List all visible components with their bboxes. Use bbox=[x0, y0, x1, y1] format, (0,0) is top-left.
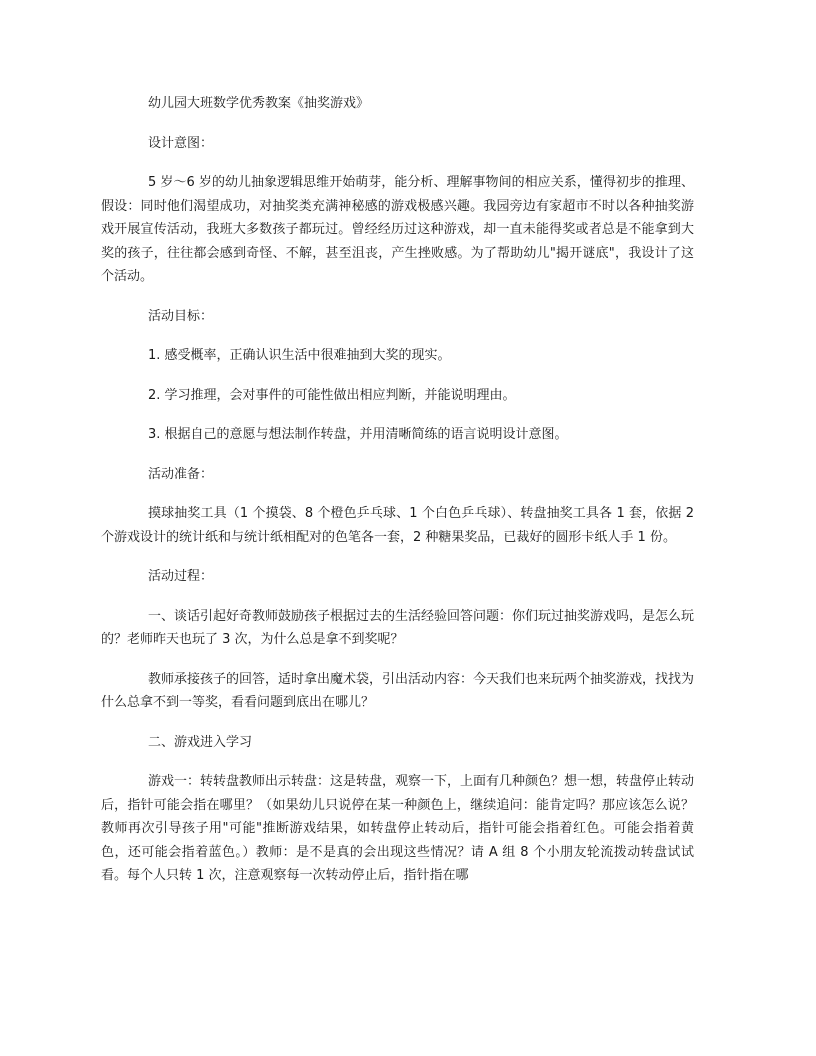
objective-item-3: 3. 根据自己的意愿与想法制作转盘，并用清晰简练的语言说明设计意图。 bbox=[148, 427, 568, 442]
objective-item-1: 1. 感受概率，正确认识生活中很难抽到大奖的现实。 bbox=[148, 348, 451, 363]
paragraph-preparation: 摸球抽奖工具（1 个摸袋、8 个橙色乒乓球、1 个白色乒乓球）、转盘抽奖工具各 1 套，依据 2 个游戏设计的统计纸和与统计纸相配对的色笔各一套，2 种糖果奖品，已裁好的圆形卡纸人手 1 份。 bbox=[101, 506, 694, 545]
section-heading-game-learning: 二、游戏进入学习 bbox=[148, 734, 253, 750]
paragraph-design-intent: 5 岁～6 岁的幼儿抽象逻辑思维开始萌芽，能分析、理解事物间的相应关系，懂得初步的推理、假设：同时他们渴望成功，对抽奖类充满神秘感的游戏极感兴趣。我园旁边有家超市不时以各种抽奖游戏开展宣传活动，我班大多数孩子都玩过。曾经经历过这种游戏，却一直未能得奖或者总是不能拿到大奖的孩子，往往都会感到奇怪、不解，甚至沮丧，产生挫败感。为了帮助幼儿"揭开谜底"，我设计了这个活动。 bbox=[101, 175, 694, 284]
objective-item-2: 2. 学习推理，会对事件的可能性做出相应判断，并能说明理由。 bbox=[148, 387, 516, 403]
section-heading-design-intent: 设计意图： bbox=[148, 135, 214, 151]
paragraph-teacher-response: 教师承接孩子的回答，适时拿出魔术袋，引出活动内容：今天我们也来玩两个抽奖游戏，找找为什么总拿不到一等奖，看看问题到底出在哪儿？ bbox=[101, 671, 695, 710]
document-body bbox=[101, 92, 695, 904]
document-title: 幼儿园大班数学优秀教案《抽奖游戏》 bbox=[148, 96, 370, 111]
paragraph-process-step-1: 一、谈话引起好奇教师鼓励孩子根据过去的生活经验回答问题：你们玩过抽奖游戏吗，是怎么玩的？老师昨天也玩了 3 次，为什么总是拿不到奖呢？ bbox=[101, 608, 695, 647]
paragraph-game-one: 游戏一：转转盘教师出示转盘：这是转盘，观察一下，上面有几种颜色？想一想，转盘停止转动后，指针可能会指在哪里？（如果幼儿只说停在某一种颜色上，继续追问：能肯定吗？那应该怎么说？教师再次引导孩子用"可能"推断游戏结果，如转盘停止转动后，指针可能会指着红色。可能会指着黄色，还可能会指着蓝色。）教师：是不是真的会出现这些情况？请 A 组 8 个小朋友轮流拨动转盘试试看。每个人只转 1 次，注意观察每一次转动停止后，指针指在哪 bbox=[101, 774, 695, 883]
section-heading-process: 活动过程： bbox=[148, 569, 214, 584]
section-heading-objectives: 活动目标： bbox=[148, 308, 214, 324]
section-heading-preparation: 活动准备： bbox=[148, 466, 214, 482]
